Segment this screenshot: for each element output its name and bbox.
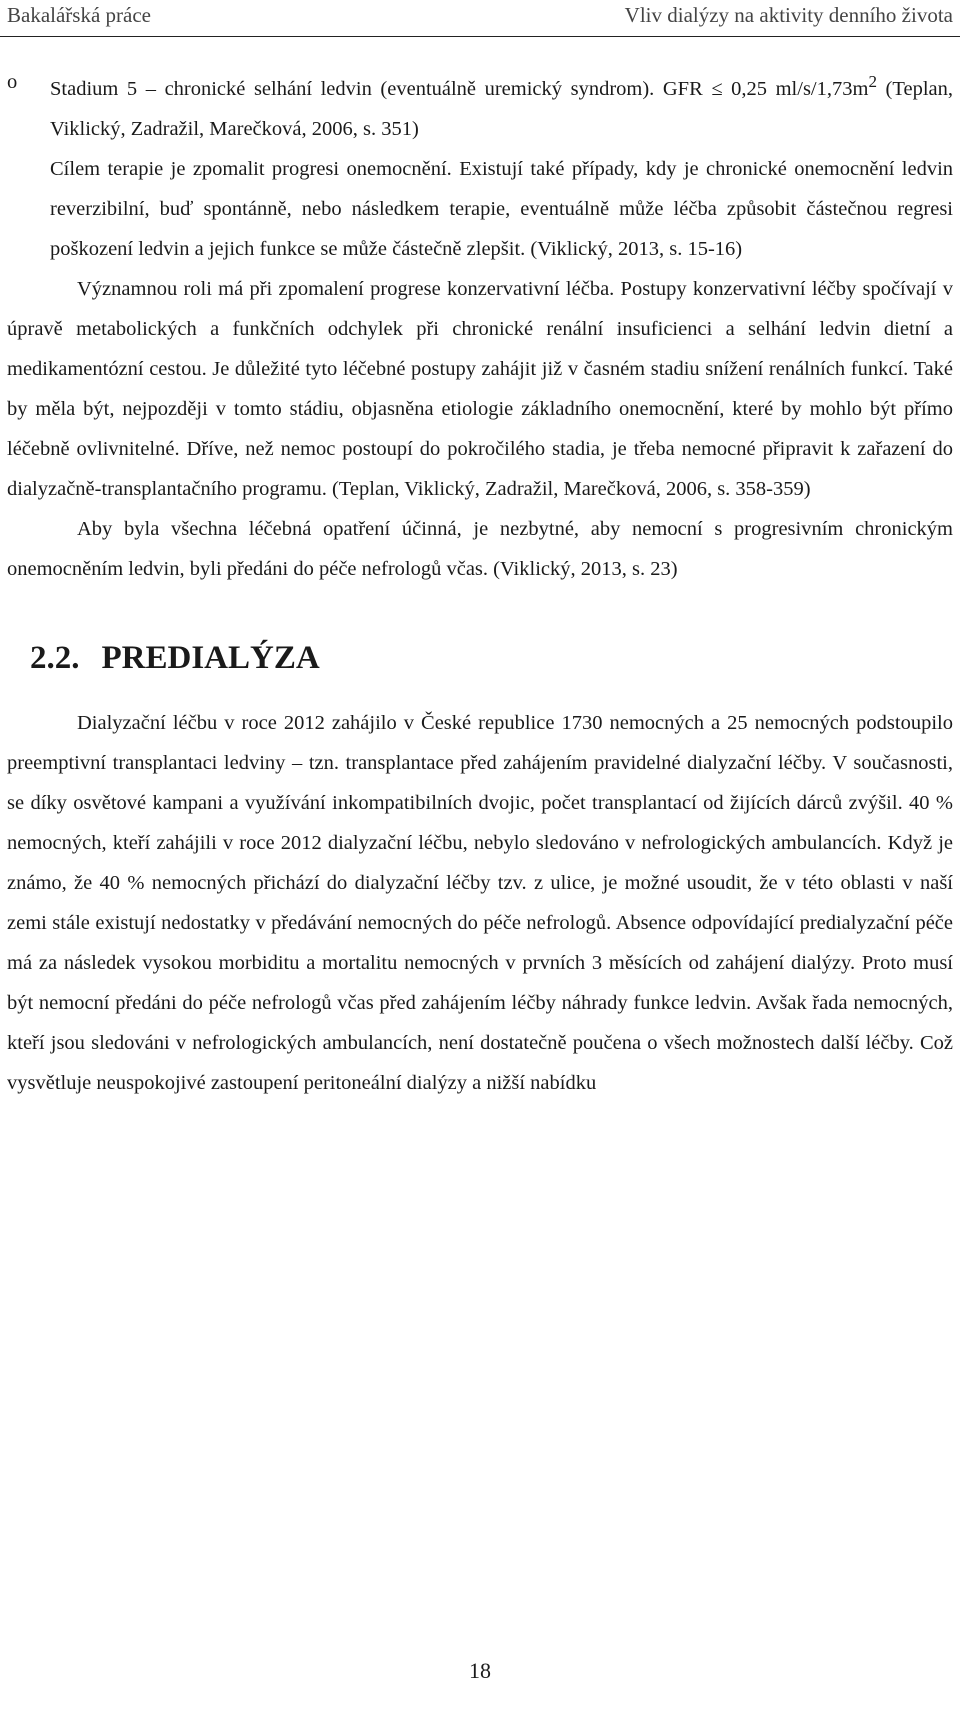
paragraph-predialysis: Dialyzační léčbu v roce 2012 zahájilo v České republice 1730 nemocných a 25 nemocných podstoupilo preemptivní transplantaci ledviny – tzn. transplantace před zahájením pravidelné dialyzační léčby. V současnosti, se díky osvětové kampani a využívání inkompatibilních dvojic, počet transplantací od žijících dárců zvýšil. 40 % nemocných, kteří zahájili v roce 2012 dialyzační léčbu, nebylo sledováno v nefrologických ambulancích. Když je známo, že 40 % nemocných přichází do dialyzační léčby tzv. z ulice, je možné usoudit, že v této oblasti v naší zemi stále existují nedostatky v předávání nemocných do péče nefrologů. Absence odpovídající predialyzační péče má za následek vysokou morbiditu a mortalitu nemocných v prvních 3 měsících od zahájení dialýzy. Proto musí být nemocní předáni do péče nefrologů včas před zahájením léčby náhrady funkce ledvin. Avšak řada nemocných, kteří jsou sledováni v nefrologických ambulancích, není dostatečně poučena o všech možnostech další léčby. Což vysvětluje neuspokojivé zastoupení peritoneální dialýzy a nižší nabídku [7, 711, 953, 1094]
page-number: 18 [469, 1658, 491, 1683]
bullet-text: Stadium 5 – chronické selhání ledvin (eventuálně uremický syndrom). GFR ≤ 0,25 ml/s/1,73m [50, 77, 869, 100]
bullet-continuation-text: Cílem terapie je zpomalit progresi onemocnění. [50, 157, 452, 180]
section-title: PREDIALÝZA [101, 639, 320, 676]
header-document-type: Bakalářská práce [7, 3, 151, 27]
section-number: 2.2. [30, 639, 80, 676]
bullet-marker: o [7, 71, 18, 93]
superscript: 2 [868, 72, 877, 91]
bullet-citation: (Teplan, Viklický, Zadražil, Marečková, 2006, s. 351) [50, 77, 953, 140]
paragraph-reversibility: Existují také případy, kdy je chronické onemocnění ledvin reverzibilní, buď spontánně, nebo následkem terapie, eventuálně může léčba způsobit částečnou regresi poškození ledvin a jejich funkce se může částečně zlepšit. (Viklický, 2013, s. 15-16) [50, 157, 954, 260]
paragraph-conservative-treatment: Významnou roli má při zpomalení progrese konzervativní léčba. Postupy konzervativní léčby spočívají v úpravě metabolických a funkčních odchylek při chronické renální insuficienci a selhání ledvin dietní a medikamentózní cestou. Je důležité tyto léčebné postupy zahájit již v časném stadiu snížení renálních funkcí. Také by měla být, nejpozději v tomto stádiu, objasněna etiologie základního onemocnění, které by mohlo být přímo léčebně ovlivnitelné. Dříve, než nemoc postoupí do pokročilého stadia, je třeba nemocné připravit k zařazení do dialyzačně-transplantačního programu. (Teplan, Viklický, Zadražil, Marečková, 2006, s. 358-359) [7, 277, 953, 500]
paragraph-timely-referral: Aby byla všechna léčebná opatření účinná, je nezbytné, aby nemocní s progresivním chronickým onemocněním ledvin, byli předáni do péče nefrologů včas. (Viklický, 2013, s. 23) [7, 517, 953, 580]
header-document-title: Vliv dialýzy na aktivity denního života [624, 3, 953, 27]
page-body [7, 62, 953, 1103]
bullet-item-stage-5 [7, 62, 953, 149]
bullet-continuation [7, 149, 953, 269]
section-heading [7, 633, 953, 683]
running-header [0, 0, 960, 37]
